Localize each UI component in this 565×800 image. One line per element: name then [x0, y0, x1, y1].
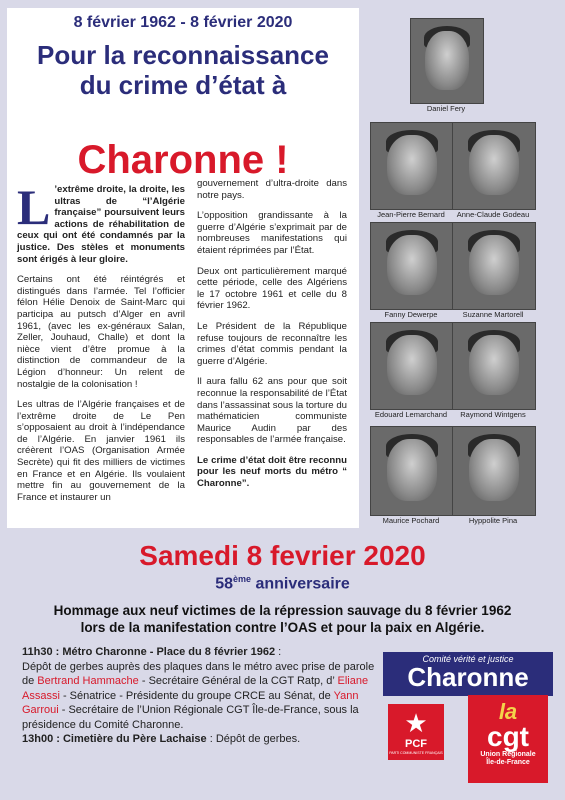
program-text — [22, 645, 377, 747]
paragraph: Deux ont particulièrement marqué cette période, celle des Algériens le 17 octobre 1961 et celle du 8 février 1962. — [197, 265, 347, 312]
title-line-2: du crime d’état à — [79, 70, 287, 100]
victim-caption: Fanny Dewerpe — [384, 310, 438, 319]
victim-caption: Jean-Pierre Bernard — [377, 210, 445, 219]
hommage-text — [20, 602, 545, 636]
program-time-2: 13h00 : Cimetière du Père Lachaise — [22, 733, 207, 745]
victim-photo — [452, 426, 536, 516]
comite-logo-title: Charonne — [407, 662, 529, 692]
pcf-logo-subtitle: PARTI COMMUNISTE FRANÇAIS — [389, 751, 443, 755]
article-column-1 — [17, 179, 185, 512]
title-line-1: Pour la reconnaissance — [37, 40, 329, 70]
victim-caption: Anne-Claude Godeau — [456, 210, 530, 219]
comite-charonne-logo — [383, 652, 553, 696]
cgt-logo-ur1: Union Régionale — [480, 751, 536, 758]
paragraph: Il aura fallu 62 ans pour que soit reconnue la responsabilité de l’État dans l’assassinat sous la torture du mathématicien communiste Maurice Audin par des responsables de l’armée française. — [197, 376, 347, 446]
event-section — [0, 532, 565, 800]
victim-photo — [370, 122, 454, 210]
program-details-1 — [22, 660, 377, 733]
victim-caption: Daniel Fery — [426, 104, 466, 113]
closing-paragraph: Le crime d’état doit être reconnu pour les neuf morts du métro “ Charonne”. — [197, 454, 347, 490]
charonne-heading: Charonne ! — [77, 138, 289, 182]
dates-heading: 8 février 1962 - 8 février 2020 — [73, 14, 293, 31]
pcf-logo — [388, 704, 444, 760]
program-time-1: 11h30 : Métro Charonne - Place du 8 février 1962 — [22, 646, 276, 658]
victim-photo — [370, 322, 454, 410]
anniversary-heading — [0, 574, 565, 593]
victim-photo — [452, 122, 536, 210]
victim-photo — [452, 222, 536, 310]
anniversary-word: anniversaire — [251, 575, 350, 593]
drop-cap: L — [17, 179, 51, 235]
paragraph: gouvernement d’ultra-droite dans notre pays. — [197, 178, 347, 201]
paragraph: Les ultras de l’Algérie françaises et de l’extrême droite de Le Pen s’opposaient au droit à l’indépendance de l’Algérie. En janvier 1961 ils créèrent l’OAS (Organisation Armée Secrète) qui fit des milliers de victimes en France et en Algérie. Ils voulaient mettre fin au gouvernement de la France et instaurer un — [17, 399, 185, 503]
anniversary-suffix: ème — [233, 574, 252, 584]
victim-photo — [370, 426, 454, 516]
victim-photo — [370, 222, 454, 310]
article-column-2 — [197, 178, 347, 499]
victim-caption: Hyppolite Pina — [468, 516, 518, 525]
hommage-line-2: lors de la manifestation contre l’OAS et pour la paix en Algérie. — [80, 620, 485, 635]
speaker-name: Eliane Assassi — [22, 675, 369, 702]
victim-caption: Raymond Wintgens — [460, 410, 526, 419]
intro-paragraph — [17, 179, 185, 265]
article-panel — [7, 8, 359, 528]
cgt-logo-text: cgt — [487, 721, 529, 752]
program-text-part: - Secrétaire de l’Union Régionale CGT Île-de-France, sous la présidence du Comité Charonne. — [22, 704, 359, 731]
cgt-logo-ur2: Île-de-France — [486, 759, 530, 766]
hommage-line-1: Hommage aux neuf victimes de la répression sauvage du 8 février 1962 — [53, 603, 512, 618]
program-details-2: : Dépôt de gerbes. — [206, 733, 301, 745]
page-title — [7, 40, 359, 100]
cgt-logo-la: la — [498, 699, 518, 724]
program-text-part: - Secrétaire Général de la CGT Ratp, d’ — [138, 675, 338, 687]
victim-photo — [410, 18, 484, 104]
speaker-name: Bertrand Hammache — [37, 675, 139, 687]
speaker-name: Yann Garroui — [22, 689, 359, 716]
victim-caption: Maurice Pochard — [382, 516, 440, 525]
victim-caption: Suzanne Martorell — [462, 310, 524, 319]
paragraph: Le Président de la République refuse toujours de reconnaître les crimes d’état commis pendant la guerre d’Algérie. — [197, 320, 347, 367]
event-date-heading: Samedi 8 fevrier 2020 — [139, 540, 426, 571]
program-text-part: Dépôt de gerbes auprès des plaques dans le métro avec prise de parole de — [22, 660, 375, 687]
pcf-logo-text: PCF — [405, 738, 427, 750]
paragraph: L’opposition grandissante à la guerre d’Algérie s’exprimait par de nombreuses manifestations qui étaient réprimées par l’État. — [197, 210, 347, 256]
program-colon: : — [275, 646, 282, 658]
victim-photo — [452, 322, 536, 410]
cgt-logo — [468, 695, 548, 783]
program-text-part: - Sénatrice - Présidente du groupe CRCE au Sénat, de — [59, 689, 334, 702]
comite-logo-subtitle: Comité vérité et justice — [422, 654, 514, 664]
intro-text: ’extrême droite, la droite, les ultras de “l’Algérie française” poursuivent leurs actions de réhabilitation de ceux qui ont été condamnés par la justice. Des stèles et monuments sont érigés à leur gloire. — [17, 184, 185, 265]
anniversary-number: 58 — [215, 575, 234, 593]
paragraph: Certains ont été réintégrés et distingués dans l’armée. Tel l’officier félon Hélie Denoix de Saint-Marc qui participa au putsch d’Alger en avril 1961, (avec les ex-généraux Salan, Zeller, Jouhaud, Challe) et dont la nièce vient d’être promue à la distinction de commandeur de la Légion d’honneur: Un relent de nostalgie de la colonisation ! — [17, 274, 185, 390]
hammer-star-icon: ★ — [404, 708, 428, 738]
victim-caption: Edouard Lemarchand — [374, 410, 448, 419]
